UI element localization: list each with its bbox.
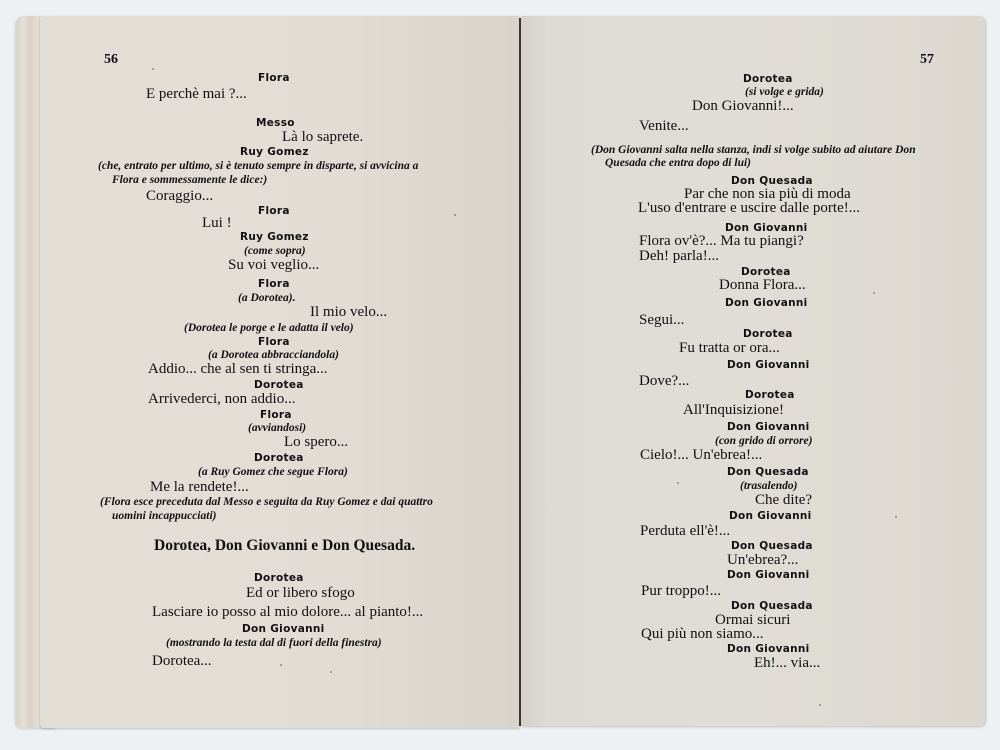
verse-line: E perchè mai ?... [146, 86, 247, 102]
scene-heading: Dorotea, Don Giovanni e Don Quesada. [154, 537, 416, 554]
stage-direction: (trasalendo) [740, 480, 798, 492]
speaker-name: Dorotea [743, 73, 793, 85]
verse-line: Che dite? [755, 492, 813, 508]
verse-line: Cielo!... Un'ebrea!... [640, 447, 763, 463]
speaker-name: Dorotea [254, 452, 304, 464]
speaker-name: Don Giovanni [727, 643, 810, 655]
speaker-name: Don Giovanni [727, 359, 810, 371]
verse-line: Lasciare io posso al mio dolore... al pianto!... [152, 604, 424, 620]
speaker-name: Dorotea [741, 266, 791, 278]
speaker-name: Dorotea [743, 328, 793, 340]
verse-line: Là lo saprete. [282, 129, 364, 145]
verse-line: Don Giovanni!... [692, 98, 794, 114]
verse-line: Ormai sicuri [715, 612, 791, 628]
verse-line: Par che non sia più di moda [684, 186, 851, 202]
paper-speck [677, 482, 679, 484]
verse-line: Venite... [639, 118, 689, 134]
verse-line: L'uso d'entrare e uscire dalle porte!... [638, 200, 860, 216]
verse-line: Fu tratta or ora... [679, 340, 780, 356]
speaker-name: Flora [258, 336, 290, 348]
speaker-name: Don Quesada [731, 175, 813, 187]
speaker-name: Dorotea [254, 379, 304, 391]
verse-line: Lui ! [202, 215, 232, 231]
stage-direction: Quesada che entra dopo di lui) [605, 157, 751, 169]
speaker-name: Flora [260, 409, 292, 421]
stage-direction: (mostrando la testa dal di fuori della finestra) [166, 637, 382, 649]
stage-direction: (Don Giovanni salta nella stanza, indi si volge subito ad aiutare Don [591, 144, 916, 156]
verse-line: Coraggio... [146, 188, 214, 204]
stage-direction: (con grido di orrore) [715, 435, 813, 447]
paper-speck [895, 516, 897, 518]
verse-line: Dorotea... [152, 653, 212, 669]
paper-speck [152, 68, 154, 70]
verse-line: Lo spero... [284, 434, 349, 450]
speaker-name: Ruy Gomez [240, 231, 309, 243]
verse-line: Pur troppo!... [641, 583, 721, 599]
verse-line: Donna Flora... [719, 277, 806, 293]
stage-direction: uomini incappucciati) [112, 510, 217, 522]
stage-direction: (Flora esce preceduta dal Messo e seguita da Ruy Gomez e dai quattro [100, 496, 433, 508]
page-number-right: 57 [920, 52, 934, 67]
speaker-name: Don Giovanni [725, 222, 808, 234]
speaker-name: Flora [258, 72, 290, 84]
verse-line: Perduta ell'è!... [640, 523, 731, 539]
speaker-name: Don Giovanni [729, 510, 812, 522]
paper-speck [819, 704, 821, 706]
paper-speck [873, 292, 875, 294]
speaker-name: Don Giovanni [242, 623, 325, 635]
right-page [521, 16, 985, 726]
left-page [40, 16, 520, 728]
verse-line: Deh! parla!... [639, 248, 719, 264]
paper-speck [330, 671, 332, 673]
verse-line: Arrivederci, non addio... [148, 391, 296, 407]
speaker-name: Don Quesada [727, 466, 809, 478]
speaker-name: Ruy Gomez [240, 146, 309, 158]
verse-line: Qui più non siamo... [641, 626, 764, 642]
speaker-name: Don Giovanni [725, 297, 808, 309]
verse-line: Flora ov'è?... Ma tu piangi? [639, 233, 804, 249]
verse-line: Dove?... [639, 373, 690, 389]
verse-line: Segui... [639, 312, 685, 328]
verse-line: Il mio velo... [310, 304, 388, 320]
stage-direction: (si volge e grida) [745, 86, 824, 98]
stage-direction: (come sopra) [244, 245, 306, 257]
speaker-name: Dorotea [745, 389, 795, 401]
speaker-name: Don Giovanni [727, 421, 810, 433]
paper-speck [454, 214, 456, 216]
verse-line: Me la rendete!... [150, 479, 249, 495]
stage-direction: (che, entrato per ultimo, si è tenuto sempre in disparte, si avvicina a [98, 160, 419, 172]
verse-line: Su voi veglio... [228, 257, 320, 273]
speaker-name: Flora [258, 205, 290, 217]
stage-direction: (a Dorotea). [238, 292, 296, 304]
page-number-left: 56 [104, 52, 118, 67]
stage-direction: (avviandosi) [248, 422, 307, 434]
verse-line: All'Inquisizione! [683, 402, 785, 418]
verse-line: Un'ebrea?... [727, 552, 799, 568]
speaker-name: Flora [258, 278, 290, 290]
paper-speck [280, 664, 282, 666]
speaker-name: Don Quesada [731, 540, 813, 552]
speaker-name: Dorotea [254, 572, 304, 584]
verse-line: Eh!... via... [754, 655, 821, 671]
speaker-name: Messo [256, 117, 295, 129]
verse-line: Ed or libero sfogo [246, 585, 355, 601]
speaker-name: Don Giovanni [727, 569, 810, 581]
verse-line: Addio... che al sen ti stringa... [148, 361, 328, 377]
speaker-name: Don Quesada [731, 600, 813, 612]
stage-direction: Flora e sommessamente le dice:) [112, 174, 268, 186]
stage-direction: (a Dorotea abbracciandola) [208, 349, 339, 361]
stage-direction: (Dorotea le porge e le adatta il velo) [184, 322, 354, 334]
stage-direction: (a Ruy Gomez che segue Flora) [198, 466, 348, 478]
